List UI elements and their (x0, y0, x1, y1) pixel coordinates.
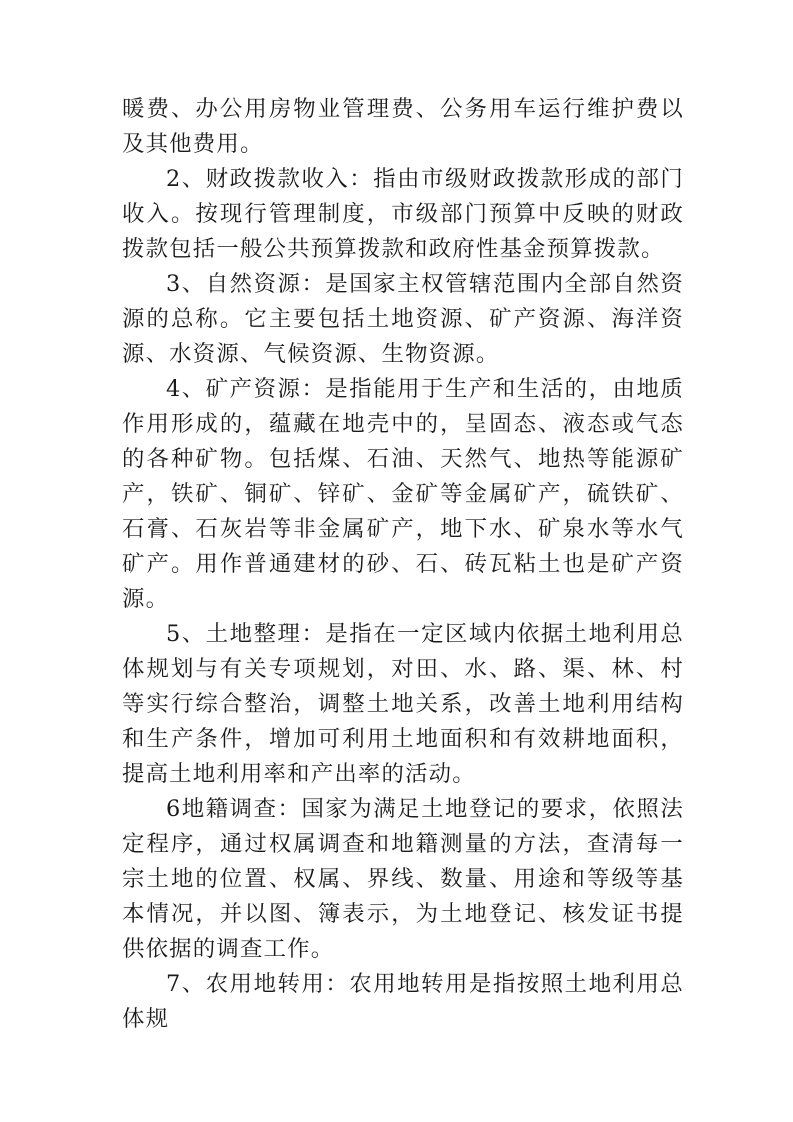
paragraph-natural-resources: 3、自然资源：是国家主权管辖范围内全部自然资源的总称。它主要包括土地资源、矿产资源、海洋资源、水资源、气候资源、生物资源。 (122, 271, 684, 367)
paragraph-land-consolidation: 5、土地整理：是指在一定区域内依据土地利用总体规划与有关专项规划，对田、水、路、渠、林、村等实行综合整治，调整土地关系，改善土地利用结构和生产条件，增加可利用土地面积和有效耕地面积，提高土地利用率和产出率的活动。 (122, 621, 684, 787)
paragraph-cadastral-survey: 6地籍调查：国家为满足土地登记的要求，依照法定程序，通过权属调查和地籍测量的方法，查清每一宗土地的位置、权属、界线、数量、用途和等级等基本情况，并以图、簿表示，为土地登记、核发证书提供依据的调查工作。 (122, 796, 684, 962)
paragraph-farmland-conversion: 7、农用地转用：农用地转用是指按照土地利用总体规 (122, 971, 684, 1032)
document-body (122, 92, 684, 1037)
paragraph-fiscal-appropriation-income: 2、财政拨款收入：指由市级财政拨款形成的部门收入。按现行管理制度，市级部门预算中反映的财政拨款包括一般公共预算拨款和政府性基金预算拨款。 (122, 166, 684, 262)
paragraph-continuation: 暖费、办公用房物业管理费、公务用车运行维护费以及其他费用。 (122, 96, 684, 157)
paragraph-mineral-resources: 4、矿产资源：是指能用于生产和生活的，由地质作用形成的，蕴藏在地壳中的，呈固态、液态或气态的各种矿物。包括煤、石油、天然气、地热等能源矿产，铁矿、铜矿、锌矿、金矿等金属矿产，硫铁矿、石膏、石灰岩等非金属矿产，地下水、矿泉水等水气矿产。用作普通建材的砂、石、砖瓦粘土也是矿产资源。 (122, 376, 684, 612)
